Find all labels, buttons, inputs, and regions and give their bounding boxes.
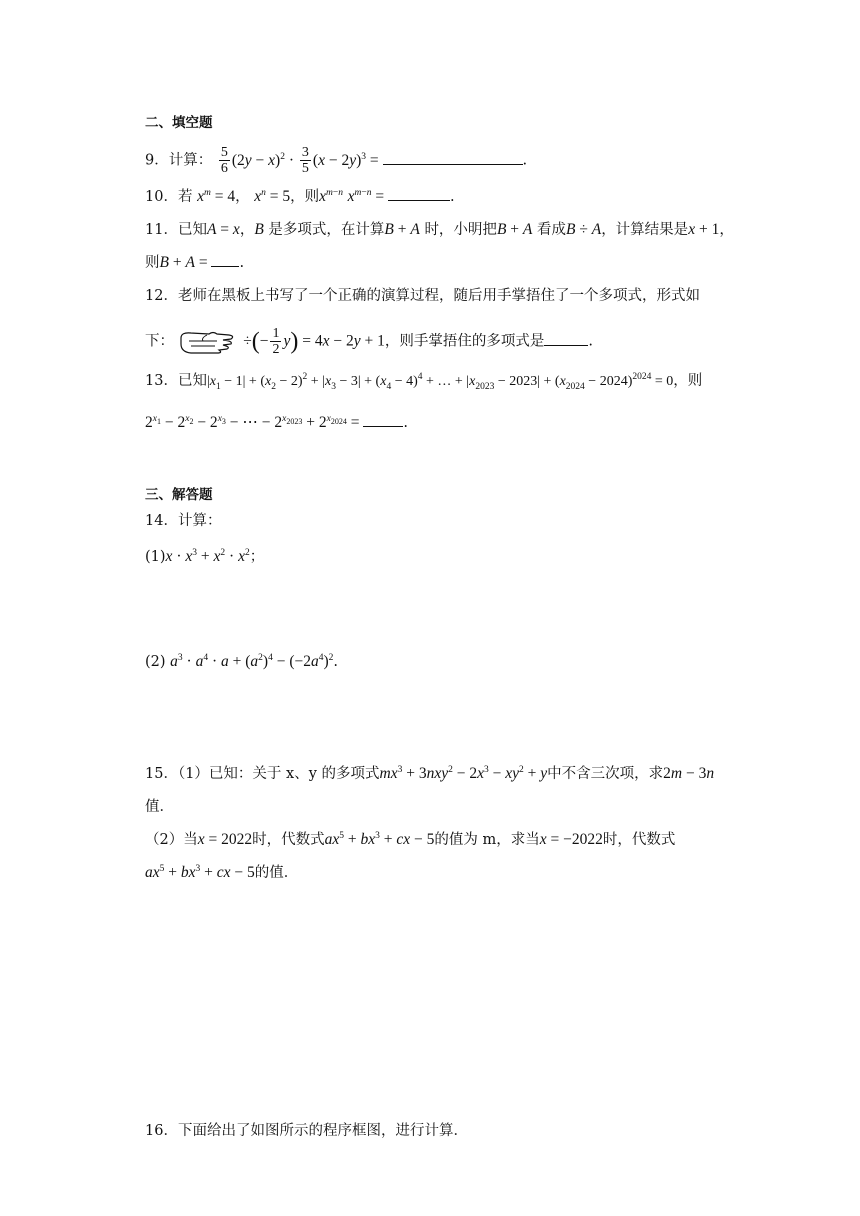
q13-answer-blank[interactable]: [363, 412, 403, 427]
q11-answer-blank[interactable]: [211, 252, 239, 267]
question-11-line-1: 11．已知A = x，B 是多项式，在计算B + A 时，小明把B + A 看成B ÷ A，计算结果是x + 1，: [145, 221, 734, 238]
question-13-line-2: $2^{x_1} - 2^{x_2} - 2^{x_3}$ − ⋯ − $2^{x_{2023}} + 2^{x_{2024}}$ = .: [145, 414, 408, 431]
q9-answer-blank[interactable]: [383, 150, 523, 165]
covering-hand-icon: [179, 329, 239, 355]
section-heading-fill-in: 二、填空题: [145, 115, 213, 131]
question-12-line-1: 12．老师在黑板上书写了一个正确的演算过程，随后用手掌捂住了一个多项式，形式如: [145, 288, 700, 304]
question-14-part-1: $(1)x \cdot x^3 + x^2 \cdot x^2$；: [145, 548, 265, 565]
q10-answer-blank[interactable]: [388, 186, 450, 201]
section-heading-solve: 三、解答题: [145, 487, 213, 503]
q12-answer-blank[interactable]: [544, 331, 588, 346]
question-15-line-2: 值．: [145, 799, 174, 815]
question-15-line-3: （2）当x = 2022时，代数式$ax^5 + bx^3$ + cx − 5的值为 m，求当x = −2022时，代数式: [145, 831, 676, 848]
question-12-line-2: 下： ÷(− $\frac{1}{2}$ y) = 4x − 2y + 1，则手掌捂住的多项式是 .: [145, 326, 594, 357]
question-14-part-2: (2) $a^3 \cdot a^4 \cdot a + (a^2)^4 - (-2a^4)^2$.: [145, 653, 339, 670]
question-16: 16．下面给出了如图所示的程序框图，进行计算．: [145, 1123, 468, 1139]
question-11-line-2: 则B + A = .: [145, 254, 245, 271]
question-14: 14．计算：: [145, 513, 222, 529]
question-10: 10．若 $x^m = 4$， $x^n = 5$，则$x^{m-n}$ $x^{m-n}$ = .: [145, 188, 455, 205]
question-13-line-1: 13．已知$|x_1 - 1| + (x_2 - 2)^2 + |x_3 - 3| + (x_4 - 4)^4$ + … + $|x_{2023} - 2023| + (x_{2024} - 2024)^{2024} = 0$，则: [145, 372, 703, 392]
q9-expression: $\frac{5}{6}$ $(2y - x)^2$ · $\frac{3}{5}$ $(x - 2y)^3$ =: [220, 145, 383, 176]
question-9: 9．计算： $\frac{5}{6}$ $(2y - x)^2$ · $\frac{3}{5}$ $(x - 2y)^3$ = .: [145, 145, 528, 176]
question-15-line-4: $ax^5 + bx^3$ + cx − 5的值．: [145, 864, 299, 881]
question-15-line-1: 15．（1）已知：关于 x、y 的多项式$mx^3 + 3nxy^2 - 2x^3 - xy^2 + y$中不含三次项，求2m − 3n: [145, 765, 715, 782]
